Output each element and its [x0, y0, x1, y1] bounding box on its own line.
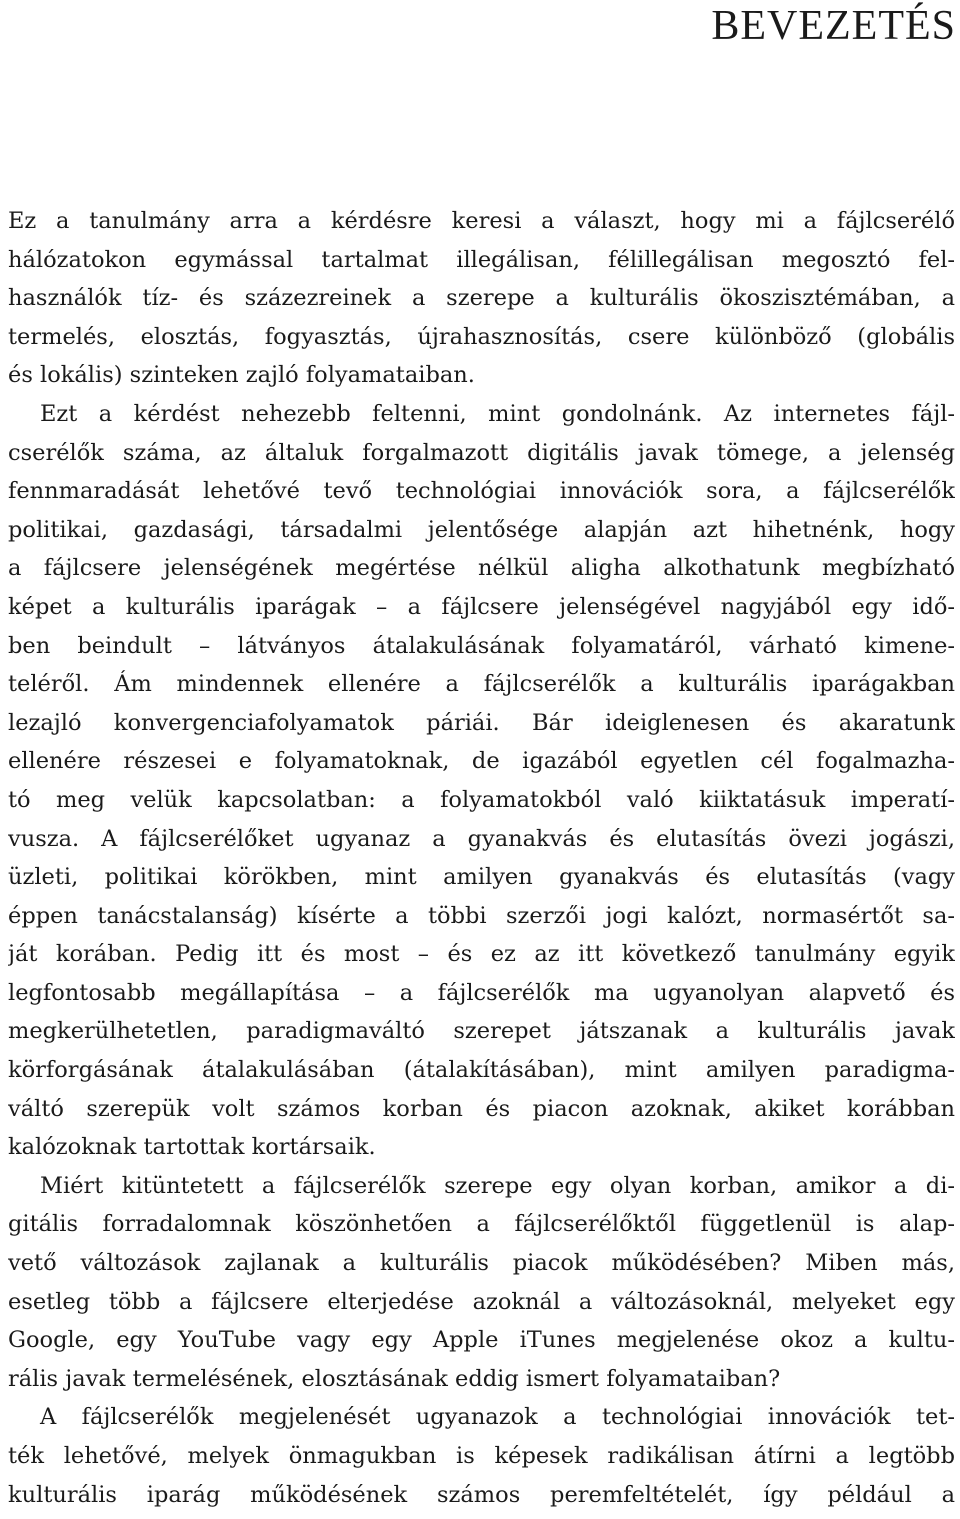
- text-line: ték lehetővé, melyek önmagukban is képesek radikálisan átírni a legtöbb: [8, 1443, 955, 1469]
- body-text: [8, 202, 955, 1514]
- text-line: Ezt a kérdést nehezebb feltenni, mint gondolnánk. Az internetes fájl-: [40, 400, 955, 427]
- text-line: megkerülhetetlen, paradigmaváltó szerepet játszanak a kulturális javak: [8, 1018, 955, 1045]
- text-line: üzleti, politikai körökben, mint amilyen gyanakvás és elutasítás (vagy: [8, 864, 955, 891]
- text-line: ját korában. Pedig itt és most – és ez az itt következő tanulmány egyik: [8, 941, 955, 968]
- text-line: vető változások zajlanak a kulturális piacok működésében? Miben más,: [8, 1250, 955, 1277]
- text-line: váltó szerepük volt számos korban és piacon azoknak, akiket korábban: [8, 1095, 955, 1122]
- text-line: a fájlcsere jelenségének megértése nélkül aligha alkothatunk megbízható: [8, 555, 955, 582]
- text-line: politikai, gazdasági, társadalmi jelentősége alapján azt hihetnénk, hogy: [8, 516, 955, 543]
- text-line: ben beindult – látványos átalakulásának folyamatáról, várható kimene-: [8, 632, 955, 659]
- text-line: fennmaradását lehetővé tevő technológiai innovációk sora, a fájlcserélők: [8, 478, 955, 505]
- text-line: teléről. Ám mindennek ellenére a fájlcserélők a kulturális iparágakban: [8, 671, 955, 698]
- text-line: A fájlcserélők megjelenését ugyanazok a technológiai innovációk tet-: [40, 1404, 955, 1431]
- text-line: használók tíz- és százezreinek a szerepe a kulturális ökoszisztémában, a: [8, 285, 955, 312]
- text-line: cserélők száma, az általuk forgalmazott digitális javak tömege, a jelenség: [8, 439, 955, 466]
- text-line: ellenére részesei e folyamatoknak, de igazából egyetlen cél fogalmazha-: [8, 748, 955, 775]
- text-line: lezajló konvergenciafolyamatok páriái. Bár ideiglenesen és akaratunk: [8, 709, 955, 736]
- text-line: Ez a tanulmány arra a kérdésre keresi a választ, hogy mi a fájlcserélő: [8, 208, 955, 234]
- text-line: Google, egy YouTube vagy egy Apple iTunes megjelenése okoz a kultu-: [8, 1327, 955, 1354]
- text-line: éppen tanácstalanság) kísérte a többi szerzői jogi kalózt, normasértőt sa-: [8, 902, 955, 929]
- text-line: legfontosabb megállapítása – a fájlcserélők ma ugyanolyan alapvető és: [8, 979, 955, 1006]
- text-line: kulturális iparág működésének számos peremfeltételét, így például a: [8, 1481, 955, 1508]
- text-line: Miért kitüntetett a fájlcserélők szerepe egy olyan korban, amikor a di-: [40, 1172, 955, 1199]
- text-line: termelés, elosztás, fogyasztás, újrahasznosítás, csere különböző (globális: [8, 323, 955, 350]
- text-line: esetleg több a fájlcsere elterjedése azoknál a változásoknál, melyeket egy: [8, 1288, 955, 1315]
- chapter-title: BEVEZETÉS: [711, 3, 956, 49]
- text-line: hálózatokon egymással tartalmat illegálisan, félillegálisan megosztó fel-: [8, 246, 955, 273]
- text-line: és lokális) szinteken zajló folyamataiban.: [8, 362, 475, 389]
- text-line: vusza. A fájlcserélőket ugyanaz a gyanakvás és elutasítás övezi jogászi,: [8, 825, 955, 852]
- text-line: tó meg velük kapcsolatban: a folyamatokból való kiiktatásuk imperatí-: [8, 786, 955, 813]
- text-line: képet a kulturális iparágak – a fájlcsere jelenségével nagyjából egy idő-: [8, 593, 955, 620]
- text-line: körforgásának átalakulásában (átalakításában), mint amilyen paradigma-: [8, 1057, 955, 1084]
- text-line: rális javak termelésének, elosztásának eddig ismert folyamataiban?: [8, 1365, 781, 1392]
- text-line: kalózoknak tartottak kortársaik.: [8, 1134, 376, 1161]
- text-line: gitális forradalomnak köszönhetően a fájlcserélőktől függetlenül is alap-: [8, 1211, 955, 1238]
